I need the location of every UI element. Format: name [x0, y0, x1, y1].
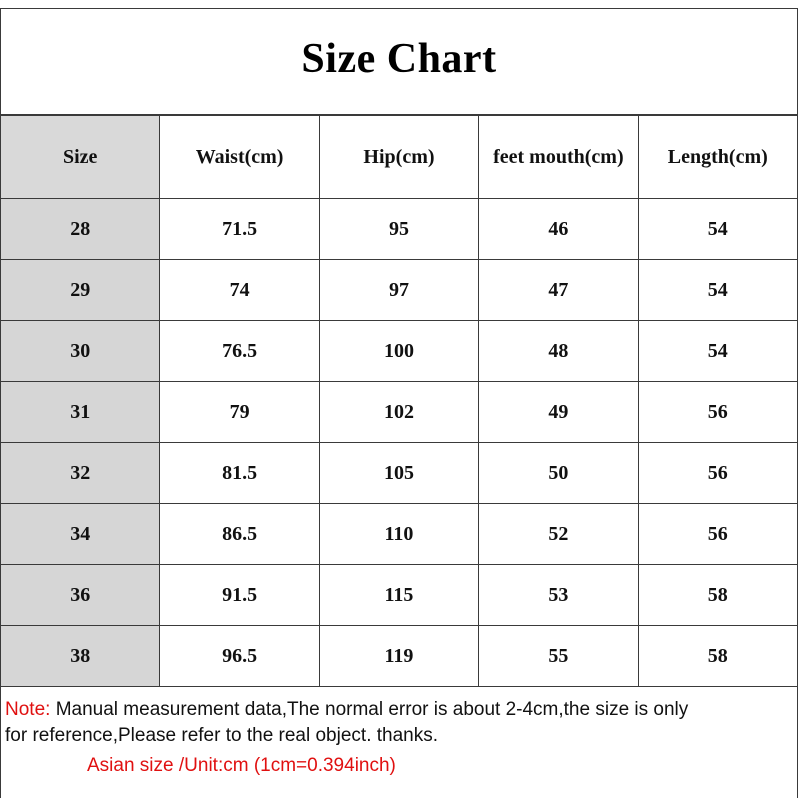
length-cell: 56	[638, 504, 797, 565]
feet-mouth-cell: 53	[479, 565, 638, 626]
feet-mouth-cell: 49	[479, 382, 638, 443]
page-title: Size Chart	[301, 35, 497, 82]
table-row	[1, 626, 798, 687]
feet-mouth-cell: 50	[479, 443, 638, 504]
waist-cell: 91.5	[160, 565, 319, 626]
column-header-hip: Hip(cm)	[319, 116, 478, 199]
length-cell: 56	[638, 382, 797, 443]
column-header-waist: Waist(cm)	[160, 116, 319, 199]
column-header-feet-mouth: feet mouth(cm)	[479, 116, 638, 199]
size-table	[0, 115, 798, 687]
size-cell: 30	[1, 321, 160, 382]
size-cell: 29	[1, 260, 160, 321]
waist-cell: 96.5	[160, 626, 319, 687]
length-cell: 54	[638, 260, 797, 321]
feet-mouth-cell: 48	[479, 321, 638, 382]
hip-cell: 102	[319, 382, 478, 443]
size-cell: 36	[1, 565, 160, 626]
hip-cell: 119	[319, 626, 478, 687]
size-cell: 31	[1, 382, 160, 443]
unit-note: Asian size /Unit:cm (1cm=0.394inch)	[87, 755, 396, 776]
length-cell: 54	[638, 199, 797, 260]
table-row	[1, 565, 798, 626]
table-row	[1, 321, 798, 382]
waist-cell: 81.5	[160, 443, 319, 504]
note-line-2: for reference,Please refer to the real object. thanks.	[5, 725, 439, 746]
size-cell: 34	[1, 504, 160, 565]
note-text-1: Manual measurement data,The normal error is about 2-4cm,the size is only	[50, 699, 689, 720]
size-cell: 32	[1, 443, 160, 504]
table-row	[1, 382, 798, 443]
waist-cell: 74	[160, 260, 319, 321]
column-header-size: Size	[1, 116, 160, 199]
feet-mouth-cell: 46	[479, 199, 638, 260]
hip-cell: 100	[319, 321, 478, 382]
length-cell: 58	[638, 626, 797, 687]
hip-cell: 110	[319, 504, 478, 565]
table-header-row	[1, 116, 798, 199]
waist-cell: 86.5	[160, 504, 319, 565]
note-line-1	[1, 697, 797, 723]
title-row	[1, 9, 797, 115]
length-cell: 58	[638, 565, 797, 626]
waist-cell: 76.5	[160, 321, 319, 382]
feet-mouth-cell: 52	[479, 504, 638, 565]
table-row	[1, 504, 798, 565]
table-row	[1, 199, 798, 260]
size-cell: 38	[1, 626, 160, 687]
size-chart-frame	[0, 8, 798, 798]
table-row	[1, 260, 798, 321]
length-cell: 54	[638, 321, 797, 382]
waist-cell: 79	[160, 382, 319, 443]
hip-cell: 95	[319, 199, 478, 260]
size-cell: 28	[1, 199, 160, 260]
note-label: Note:	[5, 699, 51, 720]
length-cell: 56	[638, 443, 797, 504]
note-box	[1, 697, 797, 798]
hip-cell: 97	[319, 260, 478, 321]
waist-cell: 71.5	[160, 199, 319, 260]
feet-mouth-cell: 47	[479, 260, 638, 321]
column-header-length: Length(cm)	[638, 116, 797, 199]
hip-cell: 105	[319, 443, 478, 504]
feet-mouth-cell: 55	[479, 626, 638, 687]
hip-cell: 115	[319, 565, 478, 626]
table-row	[1, 443, 798, 504]
